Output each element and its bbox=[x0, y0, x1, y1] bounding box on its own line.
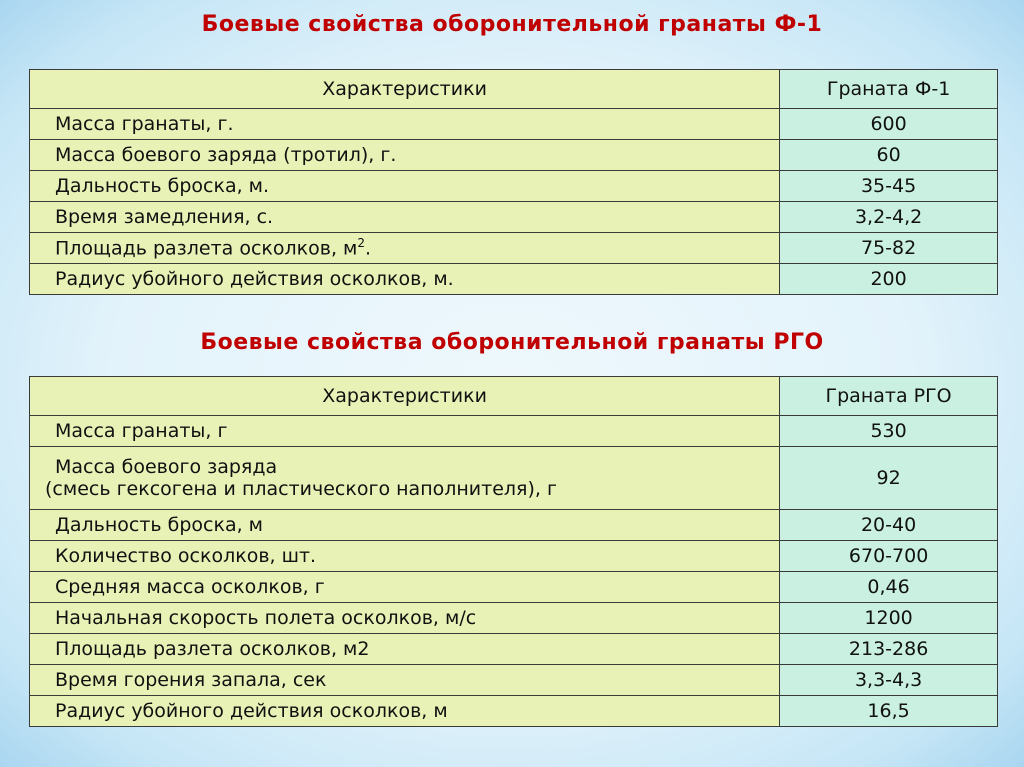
row-value: 75-82 bbox=[780, 233, 998, 264]
row-value: 92 bbox=[780, 447, 998, 510]
row-label-line1: Масса боевого заряда bbox=[55, 456, 278, 478]
table-row bbox=[30, 447, 998, 510]
table-rgo bbox=[29, 376, 998, 727]
row-value: 200 bbox=[780, 264, 998, 295]
row-value: 0,46 bbox=[780, 572, 998, 603]
row-value: 213-286 bbox=[780, 634, 998, 665]
row-value: 3,2-4,2 bbox=[780, 202, 998, 233]
table-row bbox=[30, 541, 998, 572]
table-row bbox=[30, 233, 998, 264]
table-row bbox=[30, 634, 998, 665]
table-row bbox=[30, 696, 998, 727]
table-header bbox=[30, 70, 998, 109]
superscript: 2 bbox=[357, 236, 366, 251]
row-label: Масса гранаты, г bbox=[30, 416, 780, 447]
row-value: 60 bbox=[780, 140, 998, 171]
row-label: Масса гранаты, г. bbox=[30, 109, 780, 140]
table-row bbox=[30, 140, 998, 171]
row-value: 530 bbox=[780, 416, 998, 447]
row-value: 670-700 bbox=[780, 541, 998, 572]
table-row bbox=[30, 109, 998, 140]
row-label: Начальная скорость полета осколков, м/с bbox=[30, 603, 780, 634]
row-label-text: Площадь разлета осколков, м bbox=[55, 237, 358, 260]
row-label: Средняя масса осколков, г bbox=[30, 572, 780, 603]
row-value: 16,5 bbox=[780, 696, 998, 727]
title-rgo: Боевые свойства оборонительной гранаты РГО bbox=[200, 330, 824, 355]
table-row bbox=[30, 665, 998, 696]
header-characteristics: Характеристики bbox=[30, 70, 780, 109]
row-label bbox=[30, 233, 780, 264]
row-value: 1200 bbox=[780, 603, 998, 634]
header-characteristics: Характеристики bbox=[30, 377, 780, 416]
row-value: 3,3-4,3 bbox=[780, 665, 998, 696]
row-value: 600 bbox=[780, 109, 998, 140]
row-label: Дальность броска, м bbox=[30, 510, 780, 541]
header-grenade: Граната Ф-1 bbox=[780, 70, 998, 109]
row-label: Масса боевого заряда (тротил), г. bbox=[30, 140, 780, 171]
table-row bbox=[30, 603, 998, 634]
table-row bbox=[30, 572, 998, 603]
table-row bbox=[30, 416, 998, 447]
table-row bbox=[30, 171, 998, 202]
row-label: Время горения запала, сек bbox=[30, 665, 780, 696]
row-label-suffix: . bbox=[365, 237, 372, 260]
title-f1: Боевые свойства оборонительной гранаты Ф-1 bbox=[201, 12, 823, 37]
row-label: Радиус убойного действия осколков, м. bbox=[30, 264, 780, 295]
table-row bbox=[30, 202, 998, 233]
row-label: Площадь разлета осколков, м2 bbox=[30, 634, 780, 665]
row-label: Радиус убойного действия осколков, м bbox=[30, 696, 780, 727]
header-grenade: Граната РГО bbox=[780, 377, 998, 416]
row-label bbox=[30, 447, 780, 510]
table-f1 bbox=[29, 69, 998, 295]
row-label-line2: (смесь гексогена и пластического наполнителя), г bbox=[45, 478, 557, 500]
row-label: Дальность броска, м. bbox=[30, 171, 780, 202]
table-row bbox=[30, 264, 998, 295]
row-value: 20-40 bbox=[780, 510, 998, 541]
row-label: Количество осколков, шт. bbox=[30, 541, 780, 572]
row-label: Время замедления, с. bbox=[30, 202, 780, 233]
row-value: 35-45 bbox=[780, 171, 998, 202]
table-row bbox=[30, 510, 998, 541]
table-header bbox=[30, 377, 998, 416]
